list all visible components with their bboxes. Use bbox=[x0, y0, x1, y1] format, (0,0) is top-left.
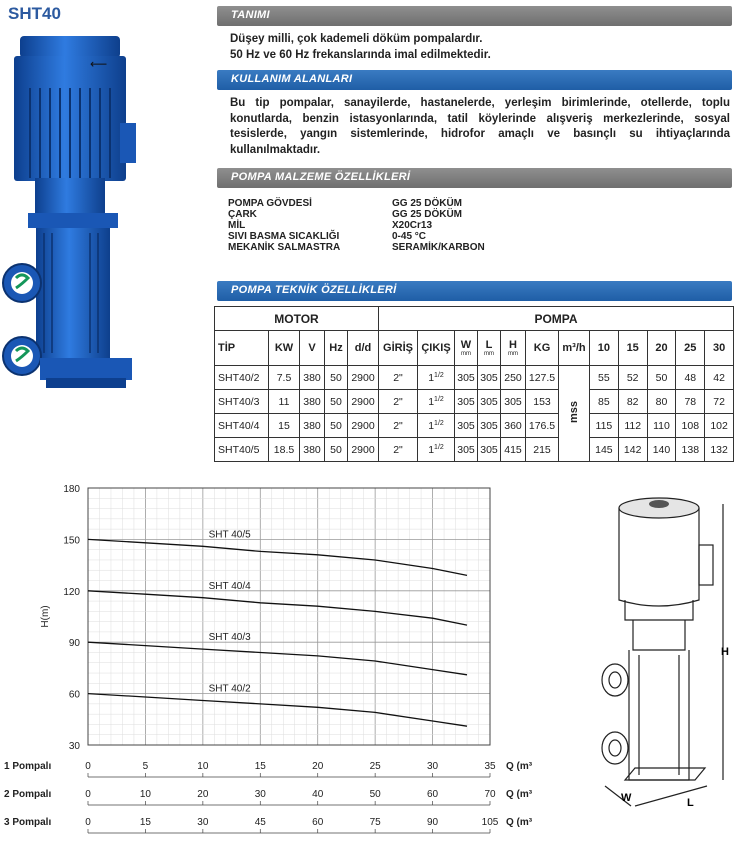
col-h-label: H bbox=[509, 339, 517, 351]
scale-tick-label: 30 bbox=[427, 761, 439, 772]
head-unit-cell bbox=[559, 366, 590, 462]
cell-kg: 127.5 bbox=[526, 366, 559, 390]
cell-head: 78 bbox=[676, 390, 705, 414]
motor-group-header: MOTOR bbox=[215, 307, 379, 331]
col-l bbox=[478, 331, 501, 366]
cell-kg: 153 bbox=[526, 390, 559, 414]
section-teknik-title: POMPA TEKNİK ÖZELLİKLERİ bbox=[231, 284, 397, 296]
material-labels bbox=[228, 198, 340, 253]
cell-l: 305 bbox=[478, 438, 501, 462]
y-tick-label: 30 bbox=[68, 741, 80, 752]
scale-tick-label: 105 bbox=[481, 817, 499, 828]
section-kullanim-header bbox=[217, 70, 732, 90]
cell-head: 102 bbox=[705, 414, 734, 438]
y-tick-label: 60 bbox=[68, 689, 80, 701]
material-value: 0-45 °C bbox=[392, 231, 427, 242]
cell-tip: SHT40/5 bbox=[215, 438, 269, 462]
cikis-main: 1 bbox=[428, 371, 435, 384]
cell-v: 380 bbox=[300, 366, 325, 390]
cell-head: 52 bbox=[618, 366, 647, 390]
cell-v: 380 bbox=[300, 390, 325, 414]
col-giris: GİRİŞ bbox=[379, 331, 418, 366]
material-value: SERAMİK/KARBON bbox=[392, 242, 485, 253]
cell-w: 305 bbox=[455, 438, 478, 462]
cell-head: 110 bbox=[647, 414, 676, 438]
cell-hz: 50 bbox=[325, 414, 348, 438]
scale-tick-label: 70 bbox=[484, 789, 496, 800]
section-tanimi-header bbox=[217, 6, 732, 26]
unit-label: mm bbox=[461, 351, 471, 357]
cell-head: 138 bbox=[676, 438, 705, 462]
material-label: ÇARK bbox=[228, 209, 257, 220]
scale-tick-label: 20 bbox=[312, 761, 324, 772]
material-label: MEKANİK SALMASTRA bbox=[228, 242, 341, 253]
flow-value: 25 bbox=[676, 331, 705, 366]
cell-head: 115 bbox=[590, 414, 619, 438]
material-label: MİL bbox=[228, 220, 246, 231]
series-label: SHT 40/5 bbox=[208, 529, 251, 541]
scale-tick-label: 15 bbox=[254, 761, 266, 772]
scale-unit: Q (m³ bbox=[506, 761, 533, 772]
material-value: X20Cr13 bbox=[392, 220, 433, 231]
material-label: POMPA GÖVDESİ bbox=[228, 198, 312, 209]
series-label: SHT 40/3 bbox=[208, 632, 251, 644]
dim-h-label: H bbox=[721, 646, 729, 658]
cell-head: 50 bbox=[647, 366, 676, 390]
scale-label: 1 Pompalı bbox=[4, 761, 52, 772]
section-malzeme-header bbox=[217, 168, 732, 188]
scale-tick-label: 35 bbox=[484, 761, 496, 772]
material-values bbox=[392, 198, 485, 253]
scale-tick-label: 25 bbox=[369, 761, 381, 772]
cikis-fraction: 1/2 bbox=[434, 395, 444, 403]
cell-kg: 215 bbox=[526, 438, 559, 462]
unit-label: mm bbox=[508, 351, 518, 357]
cell-h: 250 bbox=[501, 366, 526, 390]
page-title: SHT40 bbox=[8, 4, 61, 23]
material-value: GG 25 DÖKÜM bbox=[392, 198, 463, 209]
dim-w-label: W bbox=[621, 792, 632, 804]
col-cikis: ÇIKIŞ bbox=[418, 331, 455, 366]
scale-unit: Q (m³ bbox=[506, 817, 533, 828]
scale-label: 2 Pompalı bbox=[4, 789, 52, 800]
series-label: SHT 40/4 bbox=[208, 580, 251, 592]
cell-head: 55 bbox=[590, 366, 619, 390]
material-label: SIVI BASMA SICAKLIĞI bbox=[228, 231, 340, 242]
cell-head: 112 bbox=[618, 414, 647, 438]
flow-value: 30 bbox=[705, 331, 734, 366]
unit-label: mm bbox=[484, 351, 494, 357]
cell-dd: 2900 bbox=[348, 390, 379, 414]
performance-chart bbox=[0, 478, 560, 768]
cell-giris: 2" bbox=[379, 390, 418, 414]
cell-dd: 2900 bbox=[348, 366, 379, 390]
col-w bbox=[455, 331, 478, 366]
cell-hz: 50 bbox=[325, 366, 348, 390]
col-v: V bbox=[300, 331, 325, 366]
cikis-fraction: 1/2 bbox=[434, 371, 444, 379]
dim-l-label: L bbox=[687, 797, 694, 809]
y-tick-label: 180 bbox=[63, 484, 80, 495]
cell-head: 82 bbox=[618, 390, 647, 414]
scale-tick-label: 20 bbox=[197, 789, 209, 800]
cell-w: 305 bbox=[455, 390, 478, 414]
cell-head: 142 bbox=[618, 438, 647, 462]
col-h bbox=[501, 331, 526, 366]
cell-head: 108 bbox=[676, 414, 705, 438]
cell-h: 305 bbox=[501, 390, 526, 414]
col-tip: TİP bbox=[215, 331, 269, 366]
pump-outline-drawing bbox=[595, 490, 740, 820]
scale-tick-label: 10 bbox=[139, 789, 151, 800]
section-kullanim-title: KULLANIM ALANLARI bbox=[231, 73, 353, 85]
scale-tick-label: 30 bbox=[197, 817, 209, 828]
cell-head: 85 bbox=[590, 390, 619, 414]
cell-tip: SHT40/3 bbox=[215, 390, 269, 414]
cell-head: 48 bbox=[676, 366, 705, 390]
cikis-main: 1 bbox=[428, 443, 435, 456]
cell-v: 380 bbox=[300, 414, 325, 438]
table-row bbox=[215, 366, 734, 390]
flow-value: 10 bbox=[590, 331, 619, 366]
tanimi-text bbox=[230, 32, 730, 63]
scale-tick-label: 90 bbox=[427, 817, 439, 828]
table-row bbox=[215, 414, 734, 438]
scale-tick-label: 45 bbox=[254, 817, 266, 828]
tanimi-line-1: Düşey milli, çok kademeli döküm pompalardır. bbox=[230, 33, 483, 45]
cell-cikis bbox=[418, 414, 455, 438]
kullanim-text: Bu tip pompalar, sanayilerde, hastanelerde, yerleşim birimlerinde, otellerde, toplu konutlarda, benzin istasyonlarında, tatil köylerinde alışveriş merkezlerinde, sosyal tesislerde, yangın sistemlerinde, hidrofor amaçlı ve basınçlı su ihtiyaçlarında kullanılmaktadır. bbox=[230, 97, 730, 156]
svg-text:⟵: ⟵ bbox=[90, 57, 108, 71]
cikis-fraction: 1/2 bbox=[434, 419, 444, 427]
series-line bbox=[88, 642, 467, 675]
cell-dd: 2900 bbox=[348, 414, 379, 438]
cell-giris: 2" bbox=[379, 366, 418, 390]
section-malzeme-title: POMPA MALZEME ÖZELLİKLERİ bbox=[231, 171, 411, 183]
cell-w: 305 bbox=[455, 414, 478, 438]
scale-tick-label: 5 bbox=[142, 761, 149, 772]
scale-label: 3 Pompalı bbox=[4, 817, 52, 828]
cell-kw: 18.5 bbox=[269, 438, 300, 462]
cell-head: 42 bbox=[705, 366, 734, 390]
cell-kg: 176.5 bbox=[526, 414, 559, 438]
table-row bbox=[215, 438, 734, 462]
cell-kw: 11 bbox=[269, 390, 300, 414]
section-tanimi-title: TANIMI bbox=[231, 9, 270, 21]
scale-tick-label: 0 bbox=[85, 817, 91, 828]
series-label: SHT 40/2 bbox=[208, 683, 251, 695]
cell-cikis bbox=[418, 366, 455, 390]
cell-tip: SHT40/4 bbox=[215, 414, 269, 438]
col-l-label: L bbox=[485, 339, 493, 351]
scale-tick-label: 60 bbox=[427, 789, 439, 800]
cell-head: 132 bbox=[705, 438, 734, 462]
cell-head: 80 bbox=[647, 390, 676, 414]
cell-giris: 2" bbox=[379, 414, 418, 438]
pump-photo bbox=[0, 28, 140, 413]
cell-head: 140 bbox=[647, 438, 676, 462]
cell-head: 145 bbox=[590, 438, 619, 462]
cell-v: 380 bbox=[300, 438, 325, 462]
cell-h: 360 bbox=[501, 414, 526, 438]
col-dd: d/d bbox=[348, 331, 379, 366]
cell-kw: 15 bbox=[269, 414, 300, 438]
tanimi-line-2: 50 Hz ve 60 Hz frekanslarında imal edilmektedir. bbox=[230, 48, 491, 61]
scale-tick-label: 0 bbox=[85, 761, 91, 772]
y-tick-label: 120 bbox=[63, 586, 80, 598]
table-row bbox=[215, 390, 734, 414]
scale-tick-label: 15 bbox=[139, 817, 151, 828]
cell-kw: 7.5 bbox=[269, 366, 300, 390]
cell-head: 72 bbox=[705, 390, 734, 414]
flow-value: 15 bbox=[618, 331, 647, 366]
pompa-group-header: POMPA bbox=[379, 307, 734, 331]
flow-value: 20 bbox=[647, 331, 676, 366]
x-scales bbox=[0, 758, 560, 838]
plot-frame bbox=[88, 488, 490, 745]
cell-tip: SHT40/2 bbox=[215, 366, 269, 390]
spec-table bbox=[214, 306, 734, 462]
cell-dd: 2900 bbox=[348, 438, 379, 462]
head-unit-label: mss bbox=[568, 400, 580, 424]
cikis-fraction: 1/2 bbox=[434, 443, 444, 451]
cell-w: 305 bbox=[455, 366, 478, 390]
cikis-main: 1 bbox=[428, 395, 435, 408]
col-w-label: W bbox=[460, 339, 472, 351]
cikis-main: 1 bbox=[428, 419, 435, 432]
y-axis-label: H(m) bbox=[40, 605, 51, 628]
scale-tick-label: 30 bbox=[254, 789, 266, 800]
cell-cikis bbox=[418, 438, 455, 462]
scale-unit: Q (m³ bbox=[506, 789, 533, 800]
cell-hz: 50 bbox=[325, 438, 348, 462]
col-kg: KG bbox=[526, 331, 559, 366]
scale-tick-label: 60 bbox=[312, 817, 324, 828]
scale-tick-label: 10 bbox=[197, 761, 209, 772]
scale-tick-label: 0 bbox=[85, 789, 91, 800]
material-value: GG 25 DÖKÜM bbox=[392, 209, 463, 220]
scale-tick-label: 50 bbox=[369, 789, 381, 800]
col-flow: m³/h bbox=[559, 331, 590, 366]
series-line bbox=[88, 694, 467, 727]
cell-l: 305 bbox=[478, 390, 501, 414]
cell-hz: 50 bbox=[325, 390, 348, 414]
col-kw: KW bbox=[269, 331, 300, 366]
series-line bbox=[88, 591, 467, 625]
scale-tick-label: 40 bbox=[312, 789, 324, 800]
cell-l: 305 bbox=[478, 366, 501, 390]
y-tick-label: 150 bbox=[63, 535, 80, 547]
section-teknik-header bbox=[217, 281, 732, 301]
cell-h: 415 bbox=[501, 438, 526, 462]
cell-giris: 2" bbox=[379, 438, 418, 462]
scale-tick-label: 75 bbox=[369, 817, 381, 828]
cell-l: 305 bbox=[478, 414, 501, 438]
col-hz: Hz bbox=[325, 331, 348, 366]
cell-cikis bbox=[418, 390, 455, 414]
y-tick-label: 90 bbox=[68, 638, 80, 650]
